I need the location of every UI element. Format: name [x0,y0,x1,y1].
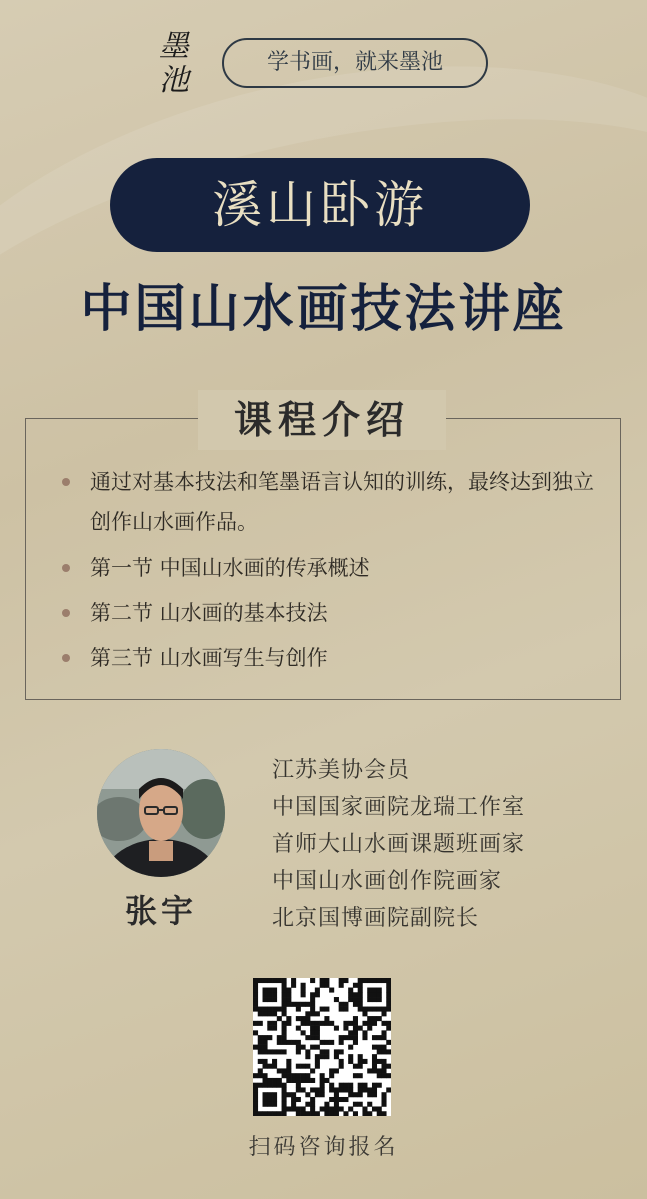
bullet-icon [62,478,70,486]
credential-item: 中国山水画创作院画家 [272,869,503,894]
course-intro-list [58,462,598,683]
bullet-icon [62,564,70,572]
bullet-icon [62,654,70,662]
qr-caption: 扫码咨询报名 [248,1135,399,1160]
qr-code-icon [253,978,391,1116]
intro-item [58,593,598,633]
intro-item [58,638,598,678]
teacher-avatar [97,749,225,877]
teacher-photo-icon [97,749,225,877]
credential-item: 江苏美协会员 [272,758,411,783]
logo-char-2: 池 [159,63,189,98]
bullet-icon [62,609,70,617]
course-title: 溪山卧游 [110,158,530,252]
credential-item: 中国国家画院龙瑞工作室 [272,795,526,820]
intro-item-text: 第二节 山水画的基本技法 [90,601,328,625]
credential-item: 首师大山水画课题班画家 [272,832,526,857]
intro-item-text: 第三节 山水画写生与创作 [90,646,328,670]
teacher-credentials [272,752,525,937]
intro-item [58,548,598,588]
intro-item [58,462,598,542]
qr-code[interactable] [253,978,391,1116]
credential-item: 北京国博画院副院长 [272,906,480,931]
teacher-name: 张宇 [124,892,197,930]
slogan-badge: 学书画，就来墨池 [222,38,488,88]
intro-item-text: 通过对基本技法和笔墨语言认知的训练，最终达到独立创作山水画作品。 [90,470,594,534]
intro-item-text: 第一节 中国山水画的传承概述 [90,556,370,580]
course-intro-heading: 课程介绍 [198,390,446,450]
logo-char-1: 墨 [159,29,189,64]
course-subtitle: 中国山水画技法讲座 [80,279,567,339]
brand-logo [152,30,196,100]
